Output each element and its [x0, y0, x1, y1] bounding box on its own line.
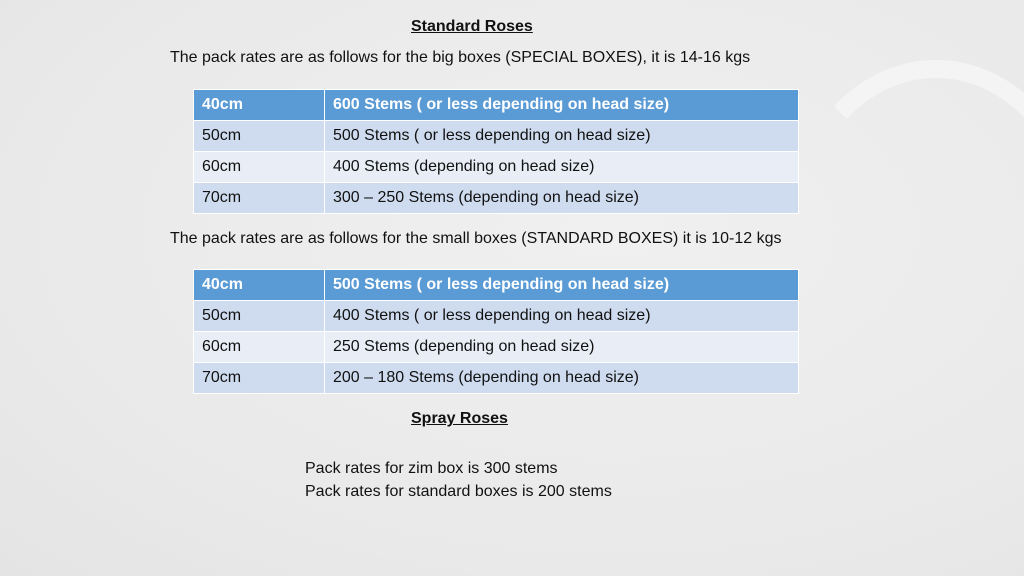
size-cell: 60cm — [194, 152, 325, 183]
size-cell: 70cm — [194, 183, 325, 214]
stems-cell: 600 Stems ( or less depending on head size) — [325, 90, 799, 121]
size-cell: 40cm — [194, 270, 325, 301]
stems-cell: 500 Stems ( or less depending on head size) — [325, 121, 799, 152]
table-row — [194, 332, 799, 363]
small-boxes-table — [193, 269, 799, 394]
stems-cell: 400 Stems ( or less depending on head size) — [325, 301, 799, 332]
stems-cell: 200 – 180 Stems (depending on head size) — [325, 363, 799, 394]
size-cell: 40cm — [194, 90, 325, 121]
standard-roses-heading: Standard Roses — [411, 18, 533, 35]
stems-cell: 300 – 250 Stems (depending on head size) — [325, 183, 799, 214]
size-cell: 60cm — [194, 332, 325, 363]
table-row — [194, 270, 799, 301]
table-row — [194, 90, 799, 121]
stems-cell: 250 Stems (depending on head size) — [325, 332, 799, 363]
table-row — [194, 363, 799, 394]
table-row — [194, 121, 799, 152]
standard-box-rate: Pack rates for standard boxes is 200 stems — [305, 483, 612, 500]
size-cell: 50cm — [194, 301, 325, 332]
table-row — [194, 183, 799, 214]
table-row — [194, 301, 799, 332]
stems-cell: 400 Stems (depending on head size) — [325, 152, 799, 183]
small-boxes-intro: The pack rates are as follows for the small boxes (STANDARD BOXES) it is 10-12 kgs — [170, 230, 782, 247]
zim-box-rate: Pack rates for zim box is 300 stems — [305, 460, 558, 477]
spray-roses-heading: Spray Roses — [411, 410, 508, 427]
stems-cell: 500 Stems ( or less depending on head size) — [325, 270, 799, 301]
table-row — [194, 152, 799, 183]
size-cell: 50cm — [194, 121, 325, 152]
decorative-arc — [788, 60, 1024, 396]
big-boxes-table — [193, 89, 799, 214]
size-cell: 70cm — [194, 363, 325, 394]
big-boxes-intro: The pack rates are as follows for the big boxes (SPECIAL BOXES), it is 14-16 kgs — [170, 49, 751, 66]
